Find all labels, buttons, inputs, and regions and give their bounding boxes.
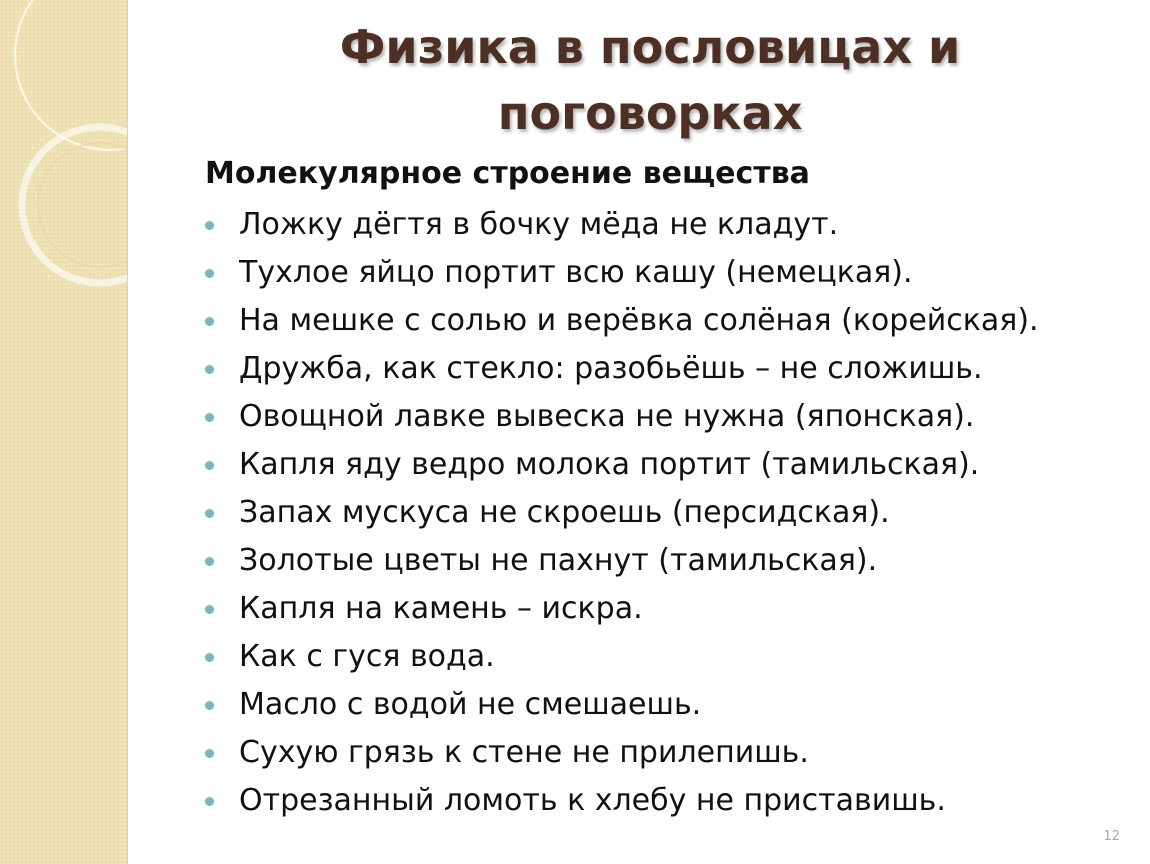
decorative-side-band (0, 0, 128, 864)
slide-title-line-1: Физика в пословицах и (339, 20, 961, 74)
bullet-icon (205, 269, 214, 278)
bullet-icon (205, 461, 214, 470)
bullet-icon (205, 317, 214, 326)
list-item (205, 443, 1039, 491)
bullet-icon (205, 413, 214, 422)
list-item (205, 347, 1039, 395)
list-item-text: Как с гуся вода. (239, 639, 495, 674)
list-item-text: Отрезанный ломоть к хлебу не приставишь. (239, 783, 946, 818)
section-subtitle: Молекулярное строение вещества (205, 156, 810, 191)
list-item (205, 683, 1039, 731)
list-item (205, 587, 1039, 635)
list-item (205, 299, 1039, 347)
list-item-text: Капля яду ведро молока портит (тамильская). (239, 447, 980, 482)
list-item (205, 203, 1039, 251)
list-item-text: Запах мускуса не скроешь (персидская). (239, 495, 890, 530)
slide-title (200, 14, 1100, 146)
bullet-icon (205, 701, 214, 710)
list-item-text: Дружба, как стекло: разобьёшь – не сложишь. (239, 351, 983, 386)
list-item-text: Тухлое яйцо портит всю кашу (немецкая). (239, 255, 913, 290)
list-item-text: Капля на камень – искра. (239, 591, 643, 626)
bullet-icon (205, 749, 214, 758)
list-item (205, 731, 1039, 779)
list-item (205, 539, 1039, 587)
slide-title-line-2: поговорках (497, 86, 803, 140)
bullet-icon (205, 365, 214, 374)
list-item-text: Масло с водой не смешаешь. (239, 687, 702, 722)
list-item (205, 251, 1039, 299)
list-item-text: Сухую грязь к стене не прилепишь. (239, 735, 809, 770)
bullet-icon (205, 797, 214, 806)
list-item (205, 635, 1039, 683)
bullet-icon (205, 221, 214, 230)
list-item-text: На мешке с солью и верёвка солёная (корейская). (239, 303, 1039, 338)
list-item-text: Золотые цветы не пахнут (тамильская). (239, 543, 878, 578)
bullet-icon (205, 509, 214, 518)
list-item (205, 779, 1039, 827)
list-item (205, 491, 1039, 539)
list-item-text: Овощной лавке вывеска не нужна (японская). (239, 399, 975, 434)
bullet-icon (205, 557, 214, 566)
bullet-icon (205, 653, 214, 662)
list-item-text: Ложку дёгтя в бочку мёда не кладут. (239, 207, 839, 242)
list-item (205, 395, 1039, 443)
bullet-icon (205, 605, 214, 614)
page-number: 12 (1103, 829, 1120, 844)
decorative-circles (0, 0, 127, 864)
proverb-list (205, 203, 1039, 827)
